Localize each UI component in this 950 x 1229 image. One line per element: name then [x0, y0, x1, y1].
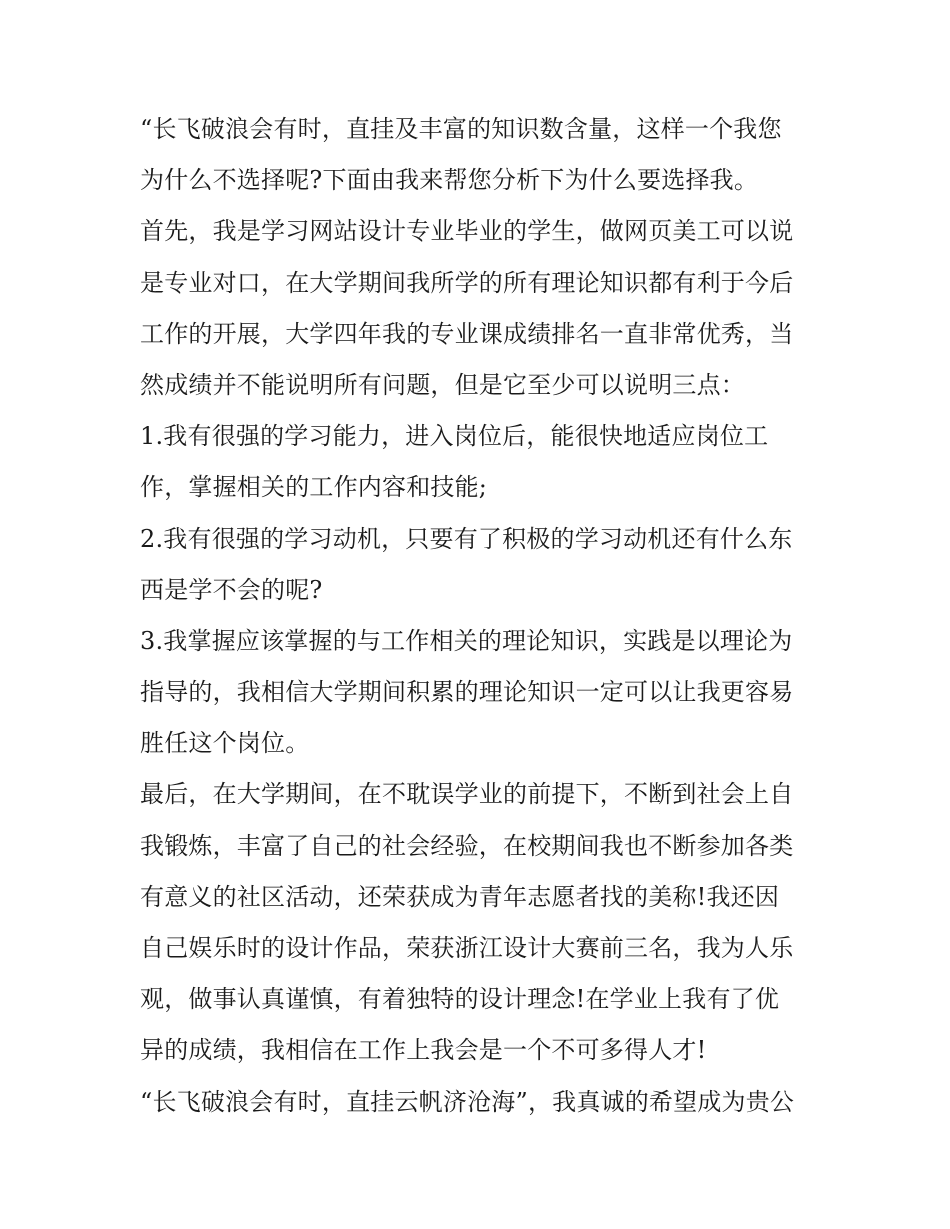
text-line: 为什么不选择呢?下面由我来帮您分析下为什么要选择我。: [140, 166, 759, 195]
text-line: “长飞破浪会有时，直挂及丰富的知识数含量，这样一个我您: [140, 115, 782, 143]
document-body: [140, 104, 830, 1128]
text-line: 观，做事认真谨慎，有着独特的设计理念!在学业上我有了优: [140, 985, 780, 1014]
text-line: 最后，在大学期间，在不耽误学业的前提下，不断到社会上自: [140, 780, 794, 809]
text-line: 首先，我是学习网站设计专业毕业的学生，做网页美工可以说: [140, 217, 794, 246]
text-line: 西是学不会的呢?: [140, 575, 323, 604]
text-line: 作，掌握相关的工作内容和技能;: [140, 473, 488, 502]
text-line: 异的成绩，我相信在工作上我会是一个不可多得人才!: [140, 1036, 707, 1065]
text-line: 胜任这个岗位。: [140, 729, 310, 758]
text-line: 我锻炼，丰富了自己的社会经验，在校期间我也不断参加各类: [140, 831, 794, 860]
text-line: 工作的开展，大学四年我的专业课成绩排名一直非常优秀，当: [140, 319, 794, 348]
text-line: “长飞破浪会有时，直挂云帆济沧海”，我真诚的希望成为贵公: [140, 1087, 795, 1116]
text-line: 指导的，我相信大学期间积累的理论知识一定可以让我更容易: [140, 678, 794, 707]
text-line: 1.我有很强的学习能力，进入岗位后，能很快地适应岗位工: [140, 422, 769, 451]
text-line: 3.我掌握应该掌握的与工作相关的理论知识，实践是以理论为: [140, 626, 793, 655]
text-line: 是专业对口，在大学期间我所学的所有理论知识都有利于今后: [140, 268, 794, 297]
text-line: 自己娱乐时的设计作品，荣获浙江设计大赛前三名，我为人乐: [140, 934, 794, 962]
text-line: 然成绩并不能说明所有问题，但是它至少可以说明三点：: [140, 370, 745, 399]
text-line: 2.我有很强的学习动机，只要有了积极的学习动机还有什么东: [140, 524, 793, 553]
text-line: 有意义的社区活动，还荣获成为青年志愿者找的美称!我还因: [140, 882, 780, 911]
